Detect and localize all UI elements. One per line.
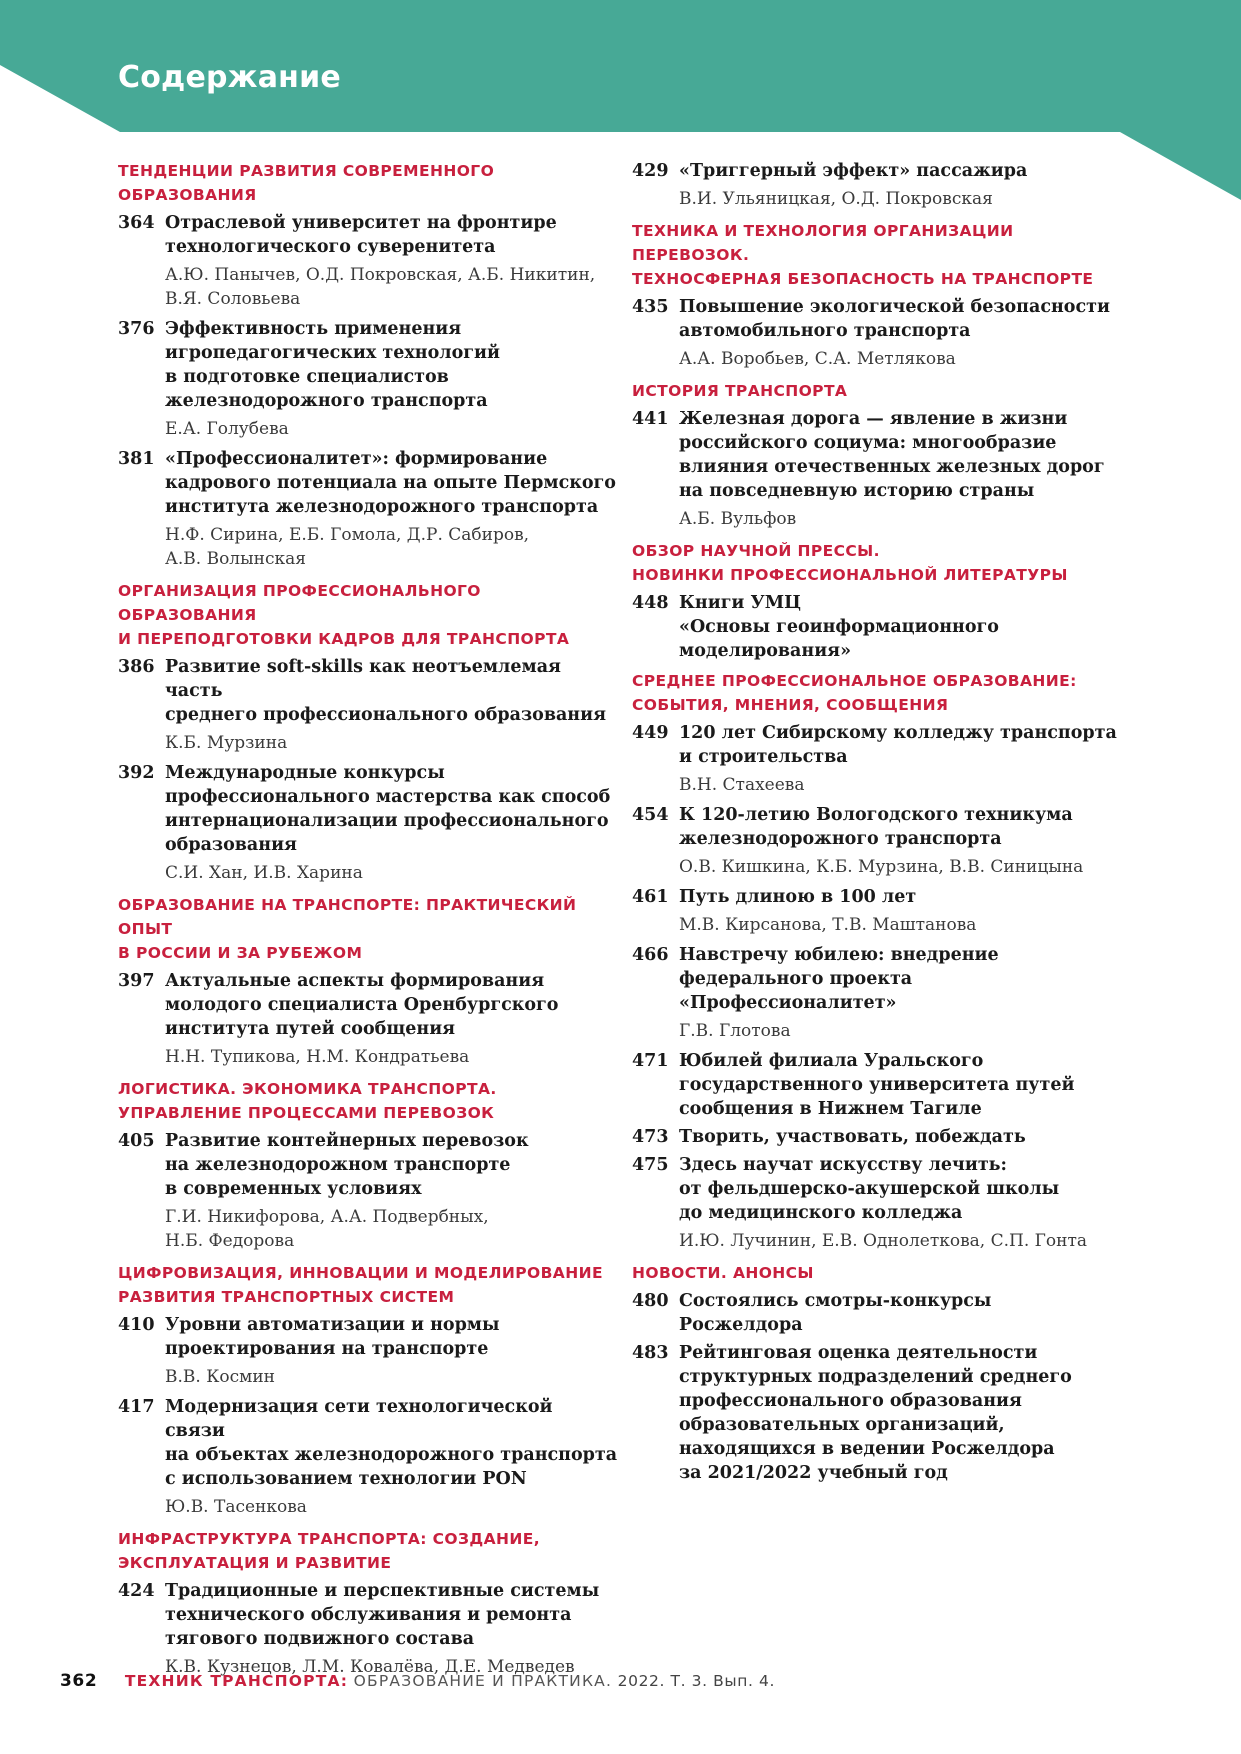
entry-body xyxy=(679,943,1132,1045)
toc-entry[interactable] xyxy=(118,1129,618,1255)
page-title: Содержание xyxy=(118,60,341,95)
entry-title: Развитие контейнерных перевозок на железнодорожном транспорте в современных условиях xyxy=(165,1131,529,1199)
section-heading: НОВОСТИ. АНОНСЫ xyxy=(632,1264,814,1282)
entry-page-number: 448 xyxy=(632,593,669,613)
toc-entry[interactable] xyxy=(118,969,618,1071)
entry-title: Юбилей филиала Уральского государственного университета путей сообщения в Нижнем Тагиле xyxy=(679,1051,1075,1119)
entry-body xyxy=(679,885,1132,939)
entry-page-number: 483 xyxy=(632,1343,669,1363)
entry-authors: О.В. Кишкина, К.Б. Мурзина, В.В. Синицына xyxy=(679,857,1084,877)
toc-entry[interactable] xyxy=(632,591,1132,663)
entry-title: К 120-летию Вологодского техникума железнодорожного транспорта xyxy=(679,805,1073,849)
entry-body xyxy=(679,1153,1132,1255)
entry-body xyxy=(679,1341,1132,1485)
entry-title: Развитие soft-skills как неотъемлемая часть среднего профессионального образования xyxy=(165,657,607,725)
entry-page-number: 397 xyxy=(118,971,155,991)
toc-entry[interactable] xyxy=(632,159,1132,213)
toc-entry[interactable] xyxy=(118,1395,618,1521)
entry-authors: К.В. Кузнецов, Л.М. Ковалёва, Д.Е. Медведев xyxy=(165,1657,575,1677)
entry-authors: В.В. Космин xyxy=(165,1367,275,1387)
toc-entry[interactable] xyxy=(118,1313,618,1391)
entry-title: Отраслевой университет на фронтире технологического суверенитета xyxy=(165,213,557,257)
toc-section xyxy=(118,159,618,573)
entry-authors: Н.Н. Тупикова, Н.М. Кондратьева xyxy=(165,1047,470,1067)
entry-authors: Г.И. Никифорова, А.А. Подвербных, Н.Б. Федорова xyxy=(165,1207,489,1251)
entry-body xyxy=(165,761,618,887)
entry-authors: А.Б. Вульфов xyxy=(679,509,797,529)
toc-entry[interactable] xyxy=(118,447,618,573)
footer-issue: 2022. Т. 3. Вып. 4. xyxy=(617,1672,776,1690)
entry-page-number: 435 xyxy=(632,297,669,317)
entry-body xyxy=(165,1313,618,1391)
toc-section xyxy=(632,1261,1132,1485)
section-heading: ОБЗОР НАУЧНОЙ ПРЕССЫ. НОВИНКИ ПРОФЕССИОНАЛЬНОЙ ЛИТЕРАТУРЫ xyxy=(632,542,1068,584)
toc-right-column xyxy=(632,159,1132,1491)
toc-entry[interactable] xyxy=(632,1049,1132,1121)
toc-section xyxy=(118,893,618,1071)
entry-title: Путь длиною в 100 лет xyxy=(679,887,917,907)
section-heading: ТЕНДЕНЦИИ РАЗВИТИЯ СОВРЕМЕННОГО ОБРАЗОВАНИЯ xyxy=(118,162,495,204)
entry-title: Международные конкурсы профессионального мастерства как способ интернационализации профессионального образования xyxy=(165,763,611,855)
entry-body xyxy=(679,1049,1132,1121)
entry-authors: Ю.В. Тасенкова xyxy=(165,1497,307,1517)
entry-title: Навстречу юбилею: внедрение федерального проекта «Профессионалитет» xyxy=(679,945,999,1013)
entry-page-number: 417 xyxy=(118,1397,155,1417)
entry-authors: Е.А. Голубева xyxy=(165,419,289,439)
entry-page-number: 392 xyxy=(118,763,155,783)
section-heading: ОБРАЗОВАНИЕ НА ТРАНСПОРТЕ: ПРАКТИЧЕСКИЙ ОПЫТ В РОССИИ И ЗА РУБЕЖОМ xyxy=(118,896,577,962)
entry-page-number: 441 xyxy=(632,409,669,429)
entry-authors: Н.Ф. Сирина, Е.Б. Гомола, Д.Р. Сабиров, А.В. Волынская xyxy=(165,525,530,569)
entry-page-number: 405 xyxy=(118,1131,155,1151)
entry-page-number: 449 xyxy=(632,723,669,743)
entry-body xyxy=(679,159,1132,213)
entry-title: Рейтинговая оценка деятельности структурных подразделений среднего профессионального образования образовательных организаций, находящихся в ведении Росжелдора за 2021/2022 учебный год xyxy=(679,1343,1072,1483)
entry-title: Актуальные аспекты формирования молодого специалиста Оренбургского института путей сообщения xyxy=(165,971,559,1039)
entry-page-number: 461 xyxy=(632,887,669,907)
toc-entry[interactable] xyxy=(632,1289,1132,1337)
entry-title: Состоялись смотры-конкурсы Росжелдора xyxy=(679,1291,992,1335)
toc-entry[interactable] xyxy=(632,407,1132,533)
entry-body xyxy=(679,1289,1132,1337)
entry-page-number: 376 xyxy=(118,319,155,339)
toc-left-column xyxy=(118,159,618,1687)
entry-body xyxy=(679,803,1132,881)
entry-title: Эффективность применения игропедагогических технологий в подготовке специалистов железнодорожного транспорта xyxy=(165,319,500,411)
entry-title: «Триггерный эффект» пассажира xyxy=(679,161,1028,181)
entry-page-number: 454 xyxy=(632,805,669,825)
entry-title: «Профессионалитет»: формирование кадрового потенциала на опыте Пермского института железнодорожного транспорта xyxy=(165,449,616,517)
toc-entry[interactable] xyxy=(632,885,1132,939)
footer-page-number: 362 xyxy=(60,1671,98,1691)
entry-body xyxy=(679,1125,1132,1149)
entry-authors: В.И. Ульяницкая, О.Д. Покровская xyxy=(679,189,993,209)
section-heading: СРЕДНЕЕ ПРОФЕССИОНАЛЬНОЕ ОБРАЗОВАНИЕ: СОБЫТИЯ, МНЕНИЯ, СООБЩЕНИЯ xyxy=(632,672,1077,714)
entry-body xyxy=(165,1579,618,1681)
entry-page-number: 424 xyxy=(118,1581,155,1601)
toc-entry[interactable] xyxy=(118,317,618,443)
toc-section xyxy=(118,1077,618,1255)
toc-entry[interactable] xyxy=(118,761,618,887)
toc-entry[interactable] xyxy=(632,1153,1132,1255)
toc-entry[interactable] xyxy=(632,295,1132,373)
section-heading: ЛОГИСТИКА. ЭКОНОМИКА ТРАНСПОРТА. УПРАВЛЕНИЕ ПРОЦЕССАМИ ПЕРЕВОЗОК xyxy=(118,1080,497,1122)
entry-body xyxy=(165,655,618,757)
toc-section xyxy=(118,1261,618,1521)
entry-authors: С.И. Хан, И.В. Харина xyxy=(165,863,363,883)
toc-entry[interactable] xyxy=(632,1125,1132,1149)
entry-authors: К.Б. Мурзина xyxy=(165,733,288,753)
entry-body xyxy=(165,969,618,1071)
entry-page-number: 429 xyxy=(632,161,669,181)
toc-entry[interactable] xyxy=(118,1579,618,1681)
section-heading: ИСТОРИЯ ТРАНСПОРТА xyxy=(632,382,848,400)
section-heading: ТЕХНИКА И ТЕХНОЛОГИЯ ОРГАНИЗАЦИИ ПЕРЕВОЗОК. ТЕХНОСФЕРНАЯ БЕЗОПАСНОСТЬ НА ТРАНСПОРТЕ xyxy=(632,222,1094,288)
section-heading: ОРГАНИЗАЦИЯ ПРОФЕССИОНАЛЬНОГО ОБРАЗОВАНИЯ И ПЕРЕПОДГОТОВКИ КАДРОВ ДЛЯ ТРАНСПОРТА xyxy=(118,582,570,648)
entry-body xyxy=(679,295,1132,373)
toc-entry[interactable] xyxy=(632,803,1132,881)
entry-authors: И.Ю. Лучинин, Е.В. Однолеткова, С.П. Гонта xyxy=(679,1231,1088,1251)
entry-authors: В.Н. Стахеева xyxy=(679,775,805,795)
entry-page-number: 480 xyxy=(632,1291,669,1311)
toc-section xyxy=(632,219,1132,373)
entry-title: Традиционные и перспективные системы технического обслуживания и ремонта тягового подвижного состава xyxy=(165,1581,600,1649)
entry-body xyxy=(165,211,618,313)
toc-entry[interactable] xyxy=(118,655,618,757)
toc-entry[interactable] xyxy=(632,1341,1132,1485)
entry-page-number: 466 xyxy=(632,945,669,965)
entry-title: 120 лет Сибирскому колледжу транспорта и строительства xyxy=(679,723,1117,767)
entry-page-number: 410 xyxy=(118,1315,155,1335)
entry-title: Повышение экологической безопасности автомобильного транспорта xyxy=(679,297,1110,341)
entry-body xyxy=(679,591,1132,663)
section-heading: ЦИФРОВИЗАЦИЯ, ИННОВАЦИИ И МОДЕЛИРОВАНИЕ РАЗВИТИЯ ТРАНСПОРТНЫХ СИСТЕМ xyxy=(118,1264,603,1306)
toc-entry[interactable] xyxy=(118,211,618,313)
entry-page-number: 364 xyxy=(118,213,155,233)
entry-authors: М.В. Кирсанова, Т.В. Маштанова xyxy=(679,915,977,935)
footer-journal-name: ТЕХНИК ТРАНСПОРТА: xyxy=(124,1672,349,1690)
footer-journal-subtitle: ОБРАЗОВАНИЕ И ПРАКТИКА. xyxy=(353,1672,613,1690)
toc-section xyxy=(632,159,1132,213)
section-heading: ИНФРАСТРУКТУРА ТРАНСПОРТА: СОЗДАНИЕ, ЭКСПЛУАТАЦИЯ И РАЗВИТИЕ xyxy=(118,1530,541,1572)
toc-entry[interactable] xyxy=(632,943,1132,1045)
entry-body xyxy=(165,447,618,573)
entry-authors: Г.В. Глотова xyxy=(679,1021,791,1041)
toc-section xyxy=(632,379,1132,533)
entry-body xyxy=(165,317,618,443)
entry-title: Железная дорога — явление в жизни российского социума: многообразие влияния отечественных железных дорог на повседневную историю страны xyxy=(679,409,1105,501)
entry-authors: А.А. Воробьев, С.А. Метлякова xyxy=(679,349,956,369)
entry-title: Уровни автоматизации и нормы проектирования на транспорте xyxy=(165,1315,500,1359)
toc-section xyxy=(632,539,1132,663)
entry-page-number: 471 xyxy=(632,1051,669,1071)
entry-title: Книги УМЦ «Основы геоинформационного моделирования» xyxy=(679,593,999,661)
page-footer xyxy=(60,1671,775,1691)
entry-body xyxy=(679,721,1132,799)
toc-section xyxy=(632,669,1132,1255)
entry-title: Модернизация сети технологической связи на объектах железнодорожного транспорта с использованием технологии PON xyxy=(165,1397,618,1489)
entry-page-number: 381 xyxy=(118,449,155,469)
toc-entry[interactable] xyxy=(632,721,1132,799)
entry-page-number: 386 xyxy=(118,657,155,677)
toc-section xyxy=(118,1527,618,1681)
toc-section xyxy=(118,579,618,887)
entry-page-number: 475 xyxy=(632,1155,669,1175)
entry-title: Здесь научат искусству лечить: от фельдшерско-акушерской школы до медицинского колледжа xyxy=(679,1155,1060,1223)
entry-body xyxy=(679,407,1132,533)
entry-body xyxy=(165,1129,618,1255)
entry-authors: А.Ю. Панычев, О.Д. Покровская, А.Б. Никитин, В.Я. Соловьева xyxy=(165,265,596,309)
entry-page-number: 473 xyxy=(632,1127,669,1147)
entry-title: Творить, участвовать, побеждать xyxy=(679,1127,1026,1147)
entry-body xyxy=(165,1395,618,1521)
